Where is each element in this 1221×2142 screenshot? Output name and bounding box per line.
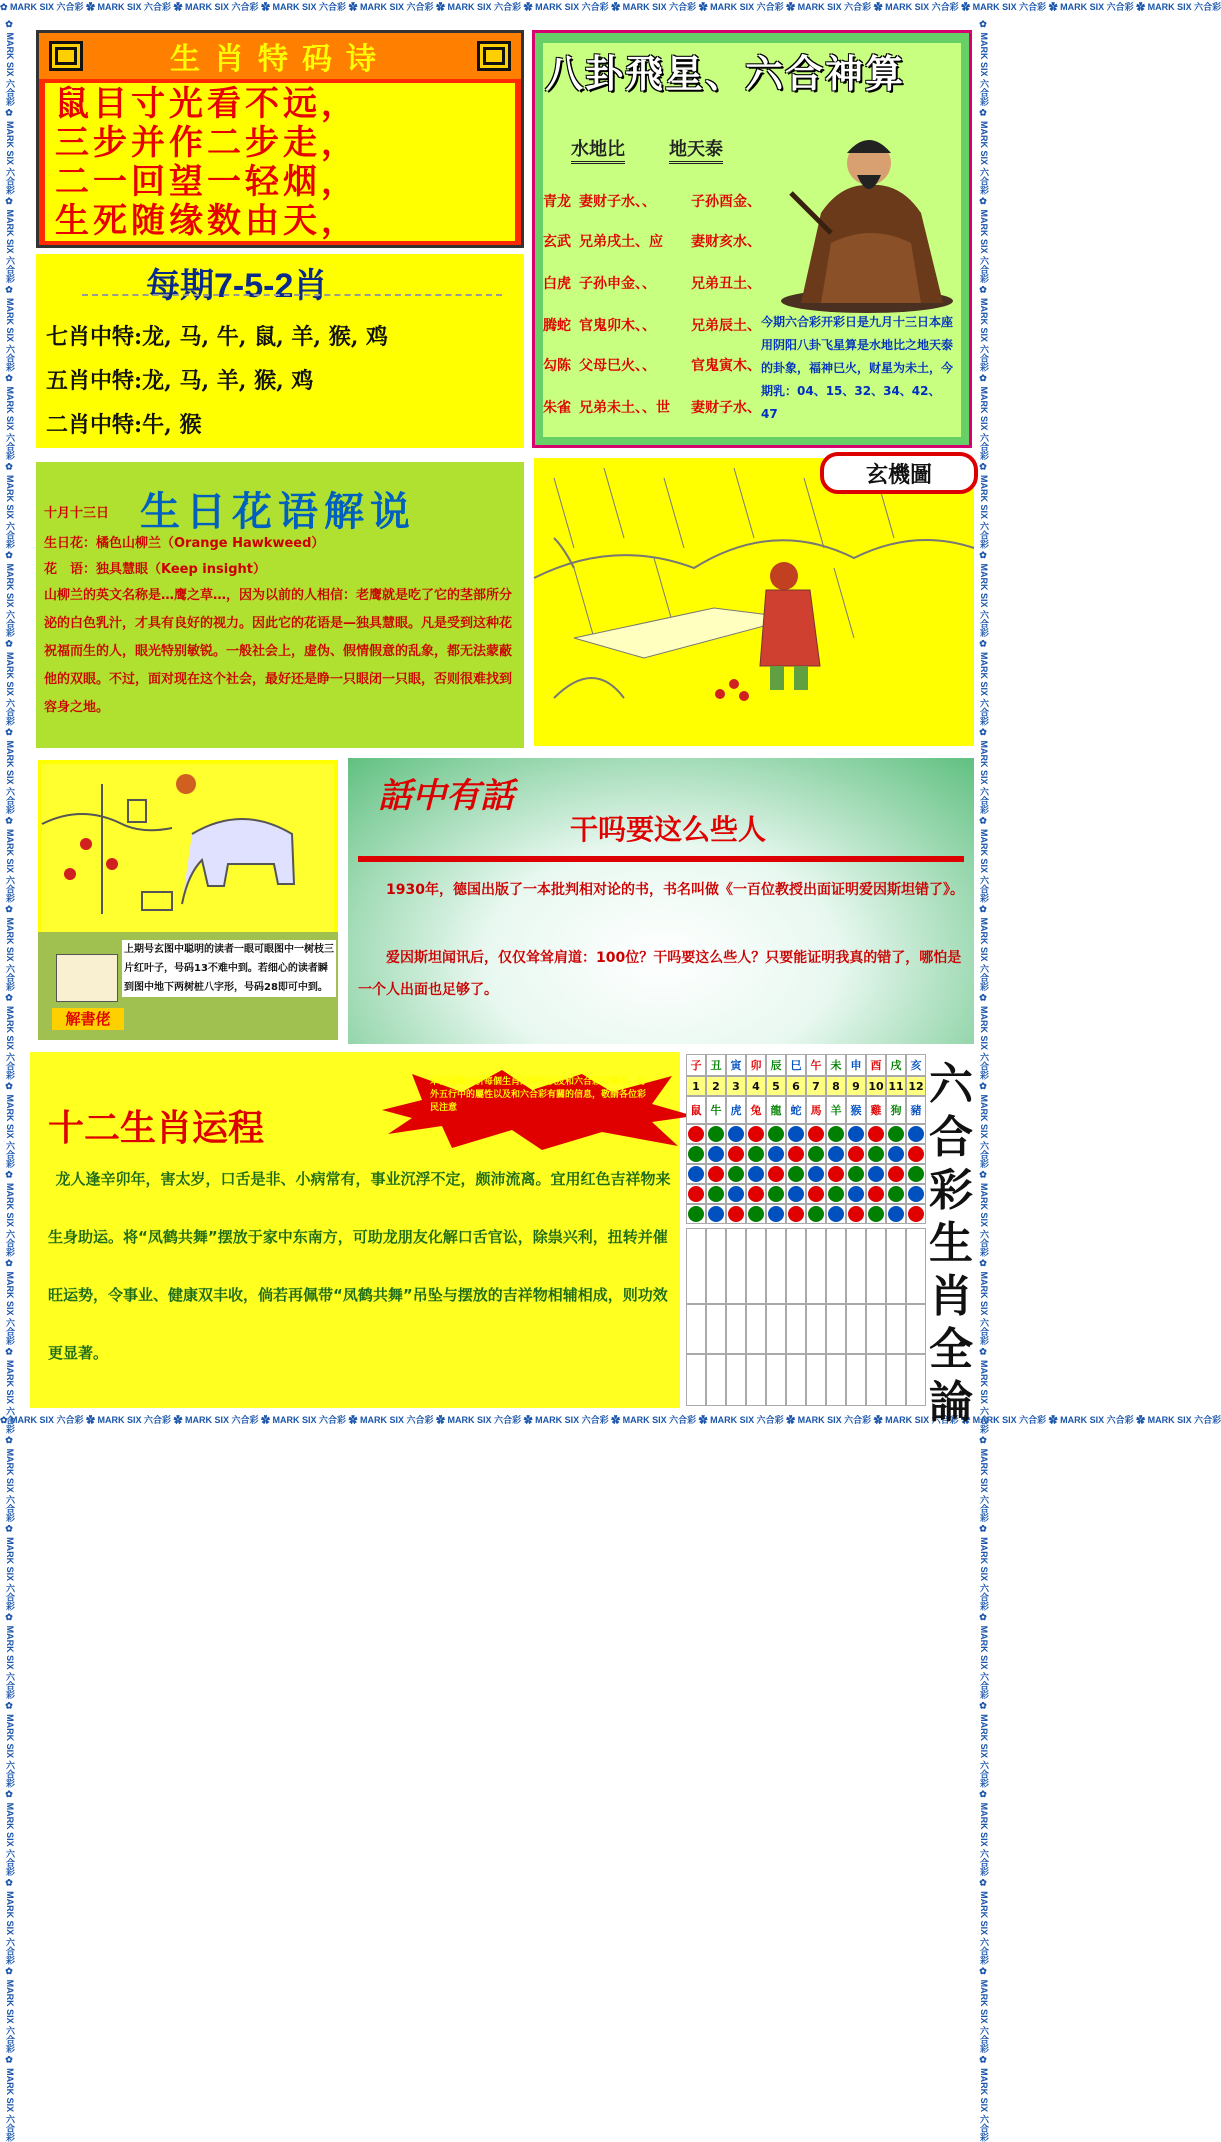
number-ball (788, 1126, 804, 1142)
grid-zodiac-cell: 猴 (846, 1096, 866, 1124)
bagua-right-line: 兄弟辰土、 (691, 318, 761, 334)
number-ball (828, 1206, 844, 1222)
grid-ball-cell (786, 1124, 806, 1144)
grid-ball-cell (786, 1184, 806, 1204)
number-ball (748, 1206, 764, 1222)
grid-number-cell: 12 (906, 1076, 926, 1096)
number-ball (728, 1166, 744, 1182)
frame-icon-right (477, 41, 511, 71)
grid-ball-cell (846, 1164, 866, 1184)
number-ball (848, 1166, 864, 1182)
number-ball (908, 1146, 924, 1162)
number-ball (688, 1126, 704, 1142)
story-paragraph: 1930年，德国出版了一本批判相对论的书，书名叫做《一百位教授出面证明爱因斯坦错了》。 (386, 882, 964, 898)
five-picks: 五肖中特:龙, 马, 羊, 猴, 鸡 (46, 368, 314, 394)
grid-group-cell (826, 1228, 846, 1304)
grid-group-cell (746, 1354, 766, 1406)
birthday-flower-panel (36, 462, 524, 748)
bagua-row (543, 397, 761, 417)
bagua-spirit: 青龙 (543, 194, 571, 210)
number-ball (888, 1206, 904, 1222)
grid-ball-cell (806, 1184, 826, 1204)
grid-zodiac-cell: 虎 (726, 1096, 746, 1124)
bottom-border: ✿ MARK SIX 六合彩 ✿ MARK SIX 六合彩 ✿ MARK SIX 六合彩 ✿ MARK SIX 六合彩 ✿ MARK SIX 六合彩 ✿ MARK SIX 六合彩 ✿ MARK SIX 六合彩 ✿ MARK SIX 六合彩 ✿ MARK SIX 六合彩 ✿ MARK SIX 六合彩 ✿ MARK SIX 六合彩 ✿ MARK SIX 六合彩 ✿ MARK SIX 六合彩 ✿ MARK SIX 六合彩 (0, 1415, 1221, 1425)
grid-group-cell (766, 1304, 786, 1354)
grid-ball-cell (786, 1204, 806, 1224)
grid-ball-cell (766, 1124, 786, 1144)
number-ball (768, 1186, 784, 1202)
number-ball (688, 1206, 704, 1222)
story-title: 干吗要这么些人 (570, 813, 767, 846)
bagua-right-line: 子孙酉金、 (691, 194, 761, 210)
number-ball (788, 1186, 804, 1202)
number-ball (868, 1146, 884, 1162)
bagua-spirit: 腾蛇 (543, 318, 571, 334)
grid-ball-cell (846, 1184, 866, 1204)
grid-number-cell: 3 (726, 1076, 746, 1096)
grid-zodiac-cell: 豬 (906, 1096, 926, 1124)
grid-group-cell (826, 1354, 846, 1406)
bagua-spirit: 白虎 (543, 276, 571, 292)
frame-icon-left (49, 41, 83, 71)
grid-ball-cell (806, 1164, 826, 1184)
bagua-left-line: 父母巳火、、 (579, 358, 656, 374)
grid-ball-cell (886, 1184, 906, 1204)
grid-ball-cell (886, 1144, 906, 1164)
grid-group-cell (766, 1228, 786, 1304)
number-ball (768, 1126, 784, 1142)
top-border: ✿ MARK SIX 六合彩 ✿ MARK SIX 六合彩 ✿ MARK SIX 六合彩 ✿ MARK SIX 六合彩 ✿ MARK SIX 六合彩 ✿ MARK SIX 六合彩 ✿ MARK SIX 六合彩 ✿ MARK SIX 六合彩 ✿ MARK SIX 六合彩 ✿ MARK SIX 六合彩 ✿ MARK SIX 六合彩 ✿ MARK SIX 六合彩 ✿ MARK SIX 六合彩 ✿ MARK SIX 六合彩 (0, 2, 1221, 12)
number-ball (888, 1146, 904, 1162)
number-ball (768, 1206, 784, 1222)
grid-group-cell (906, 1304, 926, 1354)
grid-group-cell (746, 1228, 766, 1304)
grid-group-cell (906, 1354, 926, 1406)
grid-ball-cell (726, 1184, 746, 1204)
hexagram-left: 水地比 (571, 135, 625, 164)
number-ball (848, 1146, 864, 1162)
grid-ball-cell (766, 1164, 786, 1184)
grid-group-cell (806, 1304, 826, 1354)
grid-ball-cell (686, 1124, 706, 1144)
grid-ball-cell (746, 1204, 766, 1224)
number-ball (908, 1206, 924, 1222)
flower-name: 生日花：橘色山柳兰（Orange Hawkweed） (44, 536, 325, 551)
poem-line: 三步并作二步走， (55, 123, 359, 163)
grid-ball-cell (886, 1164, 906, 1184)
grid-zodiac-cell: 雞 (866, 1096, 886, 1124)
number-ball (888, 1126, 904, 1142)
number-ball (828, 1186, 844, 1202)
number-ball (868, 1166, 884, 1182)
bagua-row (543, 191, 761, 211)
grid-number-cell: 9 (846, 1076, 866, 1096)
grid-zodiac-cell: 羊 (826, 1096, 846, 1124)
number-ball (828, 1126, 844, 1142)
zodiac-poem-panel (36, 30, 524, 248)
grid-ball-cell (826, 1184, 846, 1204)
story-label: 話中有話 (378, 776, 514, 816)
grid-ball-cell (866, 1204, 886, 1224)
number-ball (728, 1146, 744, 1162)
grid-zodiac-cell: 鼠 (686, 1096, 706, 1124)
grid-ball-cell (706, 1164, 726, 1184)
grid-number-cell: 11 (886, 1076, 906, 1096)
grid-ball-cell (746, 1144, 766, 1164)
flower-paragraph: 山柳兰的英文名称是…鹰之草…，因为以前的人相信：老鹰就是吃了它的茎部所分泌的白色乳汁，才具有良好的视力。因此它的花语是—独具慧眼。凡是受到这种花祝福而生的人，眼光特别敏锐。一般社会上，虚伪、假情假意的乱象，都无法蒙蔽他的双眼。不过，面对现在这个社会，最好还是睁一只眼闭一只眼，否则很难找到容身之地。 (44, 588, 513, 715)
number-ball (848, 1206, 864, 1222)
bagua-right-line: 官鬼寅木、 (691, 358, 761, 374)
number-ball (908, 1166, 924, 1182)
grid-group-cell (706, 1354, 726, 1406)
grid-group-cell (866, 1304, 886, 1354)
grid-ball-cell (706, 1124, 726, 1144)
grid-ball-cell (686, 1204, 706, 1224)
grid-group-cell (846, 1228, 866, 1304)
poem-title: 生肖特码诗 (170, 42, 390, 77)
number-ball (868, 1126, 884, 1142)
grid-group-cell (706, 1304, 726, 1354)
grid-header-cell: 未 (826, 1054, 846, 1076)
grid-zodiac-cell: 蛇 (786, 1096, 806, 1124)
grid-group-cell (846, 1304, 866, 1354)
grid-header-cell: 子 (686, 1054, 706, 1076)
picks-title: 每期7-5-2肖 (146, 267, 328, 305)
puzzle-panel (38, 760, 338, 1040)
grid-header-cell: 辰 (766, 1054, 786, 1076)
rain-scene-illustration (534, 458, 974, 746)
grid-ball-cell (906, 1124, 926, 1144)
left-border: ✿ MARK SIX 六合彩 ✿ MARK SIX 六合彩 ✿ MARK SIX 六合彩 ✿ MARK SIX 六合彩 ✿ MARK SIX 六合彩 ✿ MARK SIX 六合彩 ✿ MARK SIX 六合彩 ✿ MARK SIX 六合彩 ✿ MARK SIX 六合彩 ✿ MARK SIX 六合彩 ✿ MARK SIX 六合彩 ✿ MARK SIX 六合彩 ✿ MARK SIX 六合彩 ✿ MARK SIX 六合彩 ✿ MARK SIX 六合彩 ✿ MARK SIX 六合彩 ✿ MARK SIX 六合彩 ✿ MARK SIX 六合彩 ✿ MARK SIX 六合彩 ✿ MARK SIX 六合彩 ✿ MARK SIX 六合彩 ✿ MARK SIX 六合彩 ✿ MARK SIX 六合彩 ✿ MARK SIX 六合彩 (5, 20, 15, 2142)
number-ball (788, 1146, 804, 1162)
grid-header-cell: 巳 (786, 1054, 806, 1076)
grid-ball-cell (806, 1124, 826, 1144)
grid-number-cell: 6 (786, 1076, 806, 1096)
grid-group-cell (786, 1354, 806, 1406)
bagua-right-line: 妻财亥水、 (691, 234, 761, 250)
number-ball (708, 1206, 724, 1222)
number-ball (708, 1186, 724, 1202)
grid-ball-cell (706, 1144, 726, 1164)
grid-group-cell (726, 1304, 746, 1354)
grid-group-cell (686, 1228, 706, 1304)
grid-group-cell (906, 1228, 926, 1304)
grid-group-cell (726, 1354, 746, 1406)
flower-title: 生日花语解说 (140, 488, 416, 535)
number-ball (808, 1166, 824, 1182)
sage-figure-illustration (771, 123, 951, 313)
grid-ball-cell (706, 1184, 726, 1204)
grid-ball-cell (886, 1124, 906, 1144)
bagua-note: 今期六合彩开彩日是九月十三日本座用阴阳八卦飞星算是水地比之地天泰的卦象，福神巳火，财星为未土，今期乳：04、15、32、34、42、47 (761, 315, 954, 421)
two-picks: 二肖中特:牛, 猴 (46, 412, 202, 438)
grid-ball-cell (866, 1144, 886, 1164)
grid-ball-cell (806, 1144, 826, 1164)
grid-ball-cell (866, 1124, 886, 1144)
fortune-title: 十二生肖运程 (48, 1108, 265, 1149)
bagua-spirit: 勾陈 (543, 358, 571, 374)
zodiac-fortune-panel (30, 1052, 680, 1408)
poem-line: 生死随缘数由天， (55, 201, 359, 241)
flower-date: 十月十三日 (44, 506, 110, 521)
grid-ball-cell (906, 1144, 926, 1164)
story-paragraph: 爱因斯坦闻讯后，仅仅耸耸肩道：100位？干吗要这么些人？只要能证明我真的错了，哪怕是一个人出面也足够了。 (358, 950, 962, 998)
starburst-text: 本栏每期分析每個生肖的特性以及和六合彩有關系，另外五行中的屬性以及和六合彩有關的信息，敬請各位彩民注意 (430, 1077, 647, 1113)
grid-ball-cell (746, 1124, 766, 1144)
grid-group-cell (826, 1304, 846, 1354)
number-ball (808, 1126, 824, 1142)
grid-ball-cell (826, 1124, 846, 1144)
grid-group-cell (846, 1354, 866, 1406)
grid-ball-cell (806, 1204, 826, 1224)
grid-number-cell: 5 (766, 1076, 786, 1096)
bagua-spirit: 朱雀 (543, 400, 571, 416)
grid-ball-cell (906, 1204, 926, 1224)
grid-number-cell: 2 (706, 1076, 726, 1096)
bagua-left-line: 子孙申金、、 (579, 276, 656, 292)
hexagram-right: 地天泰 (669, 135, 723, 164)
number-ball (728, 1126, 744, 1142)
number-ball (768, 1166, 784, 1182)
number-ball (808, 1146, 824, 1162)
number-ball (808, 1206, 824, 1222)
flower-language: 花 语：独具慧眼（Keep insight） (44, 562, 266, 577)
bagua-row (543, 315, 761, 335)
grid-group-cell (766, 1354, 786, 1406)
grid-group-cell (866, 1354, 886, 1406)
grid-zodiac-cell: 馬 (806, 1096, 826, 1124)
story-divider (358, 856, 964, 862)
bagua-left-line: 兄弟戌土、应 (579, 234, 663, 250)
bagua-spirit: 玄武 (543, 234, 571, 250)
grid-number-cell: 7 (806, 1076, 826, 1096)
grid-group-cell (806, 1354, 826, 1406)
grid-ball-cell (726, 1124, 746, 1144)
grid-group-cell (886, 1304, 906, 1354)
grid-number-cell: 8 (826, 1076, 846, 1096)
elephant-picture (42, 764, 334, 934)
grid-ball-cell (826, 1164, 846, 1184)
number-ball (908, 1186, 924, 1202)
grid-ball-cell (846, 1124, 866, 1144)
number-ball (868, 1206, 884, 1222)
grid-ball-cell (826, 1204, 846, 1224)
grid-ball-cell (886, 1204, 906, 1224)
zodiac-number-grid (684, 1052, 924, 1408)
grid-zodiac-cell: 狗 (886, 1096, 906, 1124)
grid-group-cell (686, 1354, 706, 1406)
grid-group-cell (886, 1354, 906, 1406)
grid-ball-cell (866, 1184, 886, 1204)
number-ball (688, 1146, 704, 1162)
grid-ball-cell (686, 1164, 706, 1184)
grid-group-cell (786, 1228, 806, 1304)
number-ball (728, 1206, 744, 1222)
grid-ball-cell (746, 1184, 766, 1204)
grid-zodiac-cell: 兔 (746, 1096, 766, 1124)
grid-zodiac-cell: 牛 (706, 1096, 726, 1124)
grid-ball-cell (866, 1164, 886, 1184)
number-ball (708, 1166, 724, 1182)
mystic-picture-panel (534, 458, 974, 746)
number-ball (708, 1126, 724, 1142)
bagua-left-line: 官鬼卯木、、 (579, 318, 656, 334)
grid-ball-cell (846, 1204, 866, 1224)
grid-group-cell (886, 1228, 906, 1304)
notepad-icon (56, 954, 118, 1002)
number-ball (868, 1186, 884, 1202)
poem-line: 鼠目寸光看不远， (55, 84, 359, 124)
puzzle-text: 上期号玄图中聪明的读者一眼可眼图中一树枝三片红叶子，号码13不难中到。若细心的读者瞬到图中地下两树桩八字形，号码28即可中到。 (122, 940, 336, 997)
grid-ball-cell (906, 1164, 926, 1184)
grid-title: 六合彩生肖全論 (929, 1059, 973, 1428)
zodiac-picks-panel (36, 254, 524, 448)
grid-group-cell (706, 1228, 726, 1304)
bagua-row (543, 355, 761, 375)
grid-ball-cell (726, 1164, 746, 1184)
poem-header (39, 33, 521, 79)
grid-group-cell (726, 1228, 746, 1304)
grid-number-cell: 1 (686, 1076, 706, 1096)
poem-line: 二一回望一轻烟， (55, 162, 359, 202)
grid-group-cell (686, 1304, 706, 1354)
bagua-right-line: 妻财子水、 (691, 400, 761, 416)
grid-header-cell: 午 (806, 1054, 826, 1076)
mystic-picture-badge: 玄機圖 (820, 452, 978, 494)
bagua-row (543, 273, 761, 293)
number-ball (828, 1166, 844, 1182)
number-ball (788, 1166, 804, 1182)
grid-zodiac-cell: 龍 (766, 1096, 786, 1124)
right-border: ✿ MARK SIX 六合彩 ✿ MARK SIX 六合彩 ✿ MARK SIX 六合彩 ✿ MARK SIX 六合彩 ✿ MARK SIX 六合彩 ✿ MARK SIX 六合彩 ✿ MARK SIX 六合彩 ✿ MARK SIX 六合彩 ✿ MARK SIX 六合彩 ✿ MARK SIX 六合彩 ✿ MARK SIX 六合彩 ✿ MARK SIX 六合彩 ✿ MARK SIX 六合彩 ✿ MARK SIX 六合彩 ✿ MARK SIX 六合彩 ✿ MARK SIX 六合彩 ✿ MARK SIX 六合彩 ✿ MARK SIX 六合彩 ✿ MARK SIX 六合彩 ✿ MARK SIX 六合彩 ✿ MARK SIX 六合彩 ✿ MARK SIX 六合彩 ✿ MARK SIX 六合彩 ✿ MARK SIX 六合彩 (979, 20, 989, 2142)
grid-header-cell: 酉 (866, 1054, 886, 1076)
grid-ball-cell (726, 1204, 746, 1224)
elephant-illustration (42, 764, 334, 934)
bagua-left-line: 兄弟未土、、世 (579, 400, 670, 416)
number-ball (888, 1166, 904, 1182)
story-panel (348, 758, 974, 1044)
puzzle-label: 解書佬 (52, 1008, 124, 1030)
grid-ball-cell (686, 1144, 706, 1164)
divider (82, 294, 502, 296)
grid-header-cell: 戌 (886, 1054, 906, 1076)
number-ball (748, 1126, 764, 1142)
bagua-left-line: 妻财子水、、 (579, 194, 656, 210)
grid-ball-cell (906, 1184, 926, 1204)
grid-ball-cell (766, 1184, 786, 1204)
grid-ball-cell (746, 1164, 766, 1184)
grid-header-cell: 亥 (906, 1054, 926, 1076)
number-ball (908, 1126, 924, 1142)
grid-header-cell: 申 (846, 1054, 866, 1076)
number-ball (808, 1186, 824, 1202)
bagua-panel (532, 30, 972, 448)
number-ball (828, 1146, 844, 1162)
grid-number-cell: 4 (746, 1076, 766, 1096)
grid-header-cell: 寅 (726, 1054, 746, 1076)
grid-number-cell: 10 (866, 1076, 886, 1096)
grid-group-cell (806, 1228, 826, 1304)
number-ball (788, 1206, 804, 1222)
number-ball (888, 1186, 904, 1202)
grid-header-cell: 丑 (706, 1054, 726, 1076)
grid-ball-cell (686, 1184, 706, 1204)
number-ball (748, 1186, 764, 1202)
poem-body (45, 83, 515, 241)
number-ball (748, 1146, 764, 1162)
grid-ball-cell (706, 1204, 726, 1224)
grid-ball-cell (766, 1204, 786, 1224)
number-ball (688, 1166, 704, 1182)
number-ball (728, 1186, 744, 1202)
grid-group-cell (746, 1304, 766, 1354)
number-ball (848, 1186, 864, 1202)
grid-ball-cell (766, 1144, 786, 1164)
number-ball (748, 1166, 764, 1182)
fortune-paragraph: 龙人逢辛卯年，害太岁，口舌是非、小病常有，事业沉浮不定，颇沛流离。宜用红色吉祥物来生身助运。将“凤鹤共舞”摆放于家中东南方，可助龙朋友化解口舌官讼，除祟兴利，扭转并催旺运势，令事业、健康双丰收，倘若再佩带“凤鹤共舞”吊坠与摆放的吉祥物相辅相成，则功效更显著。 (48, 1170, 671, 1362)
puzzle-explainer (38, 932, 338, 1040)
grid-ball-cell (786, 1164, 806, 1184)
grid-header-cell: 卯 (746, 1054, 766, 1076)
seven-picks: 七肖中特:龙, 马, 牛, 鼠, 羊, 猴, 鸡 (46, 324, 389, 350)
grid-group-cell (866, 1228, 886, 1304)
number-ball (848, 1126, 864, 1142)
number-ball (708, 1146, 724, 1162)
grid-ball-cell (846, 1144, 866, 1164)
grid-ball-cell (826, 1144, 846, 1164)
grid-ball-cell (726, 1144, 746, 1164)
grid-ball-cell (786, 1144, 806, 1164)
bagua-title: 八卦飛星、六合神算 (545, 51, 906, 96)
grid-group-cell (786, 1304, 806, 1354)
number-ball (688, 1186, 704, 1202)
number-ball (768, 1146, 784, 1162)
bagua-right-line: 兄弟丑土、 (691, 276, 761, 292)
bagua-row (543, 231, 761, 251)
